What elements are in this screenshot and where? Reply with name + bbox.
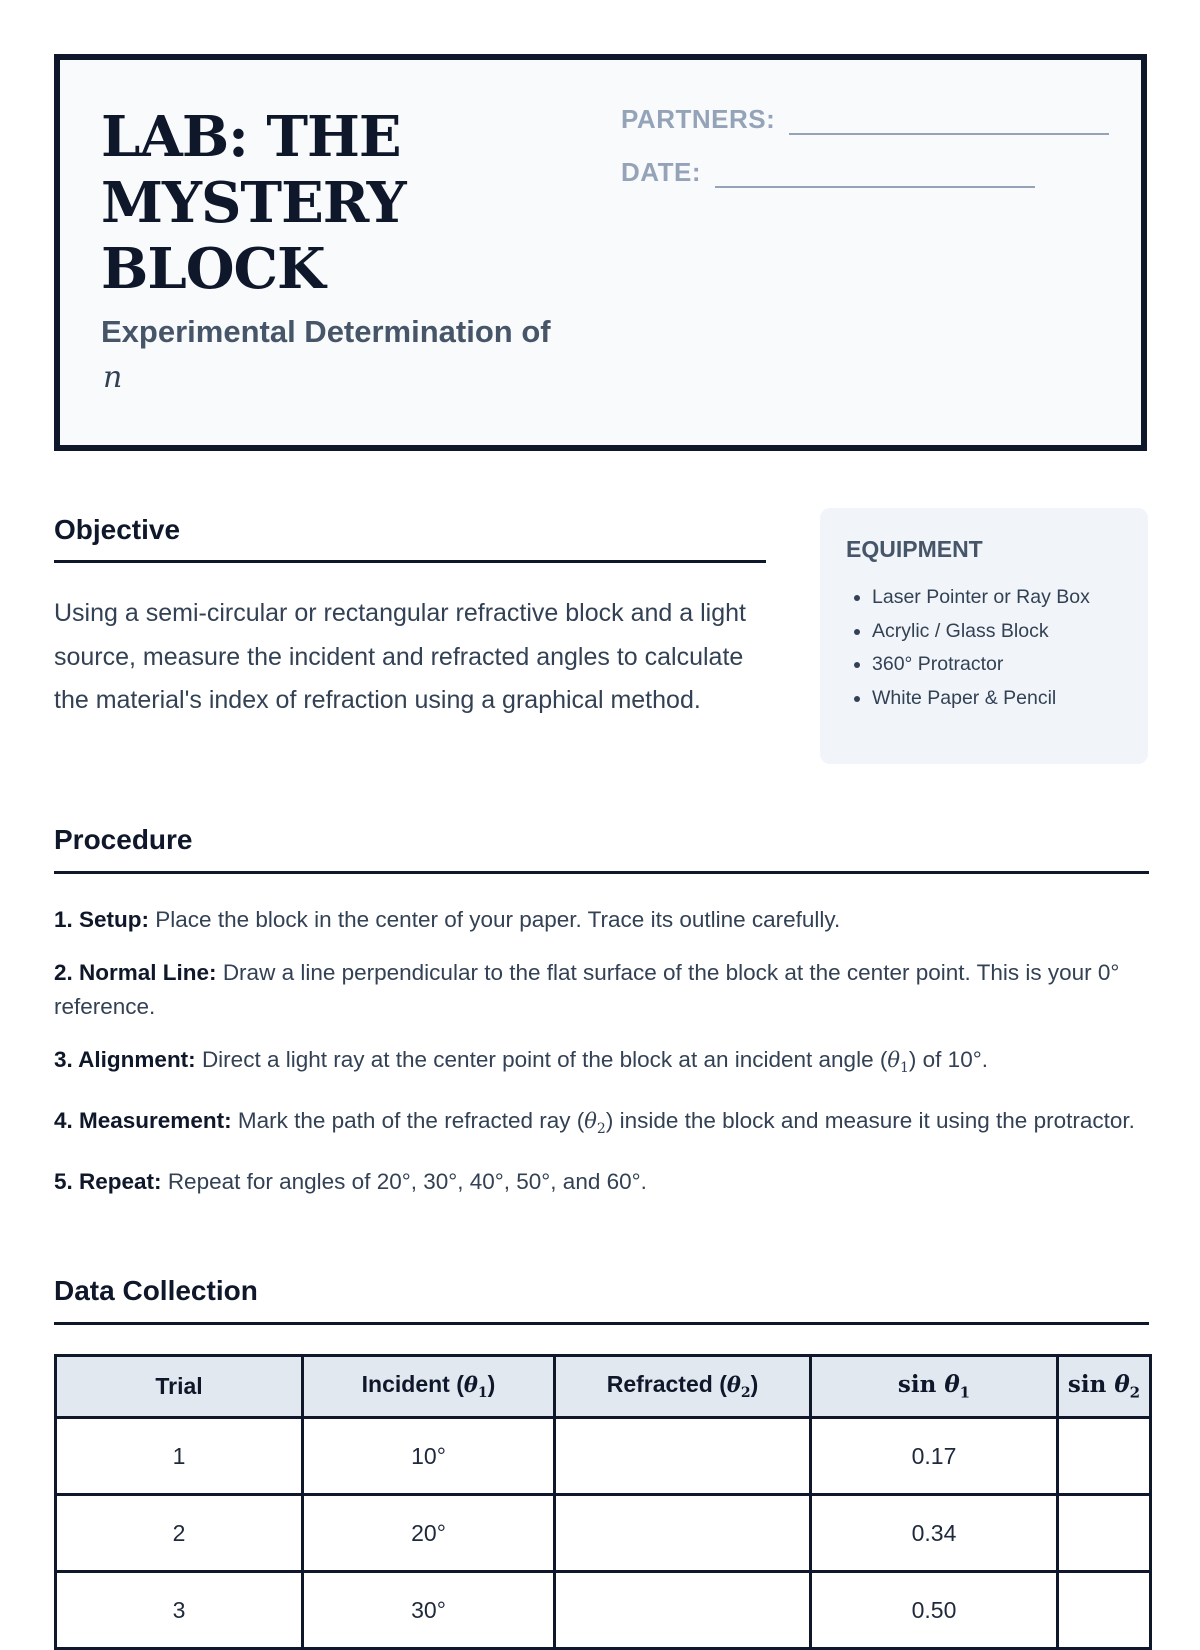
cell-sin-theta1: 0.17 — [811, 1418, 1058, 1495]
table-row — [56, 1495, 1151, 1572]
data-table — [54, 1354, 1152, 1650]
cell-refracted[interactable] — [555, 1572, 811, 1649]
step-label: 3. Alignment: — [54, 1047, 196, 1072]
equipment-item: • Laser Pointer or Ray Box — [872, 581, 1122, 615]
equipment-list — [846, 581, 1122, 715]
cell-incident: 10° — [303, 1418, 555, 1495]
procedure-divider — [54, 871, 1149, 874]
page-title: LAB: THE MYSTERY BLOCK — [101, 104, 406, 302]
step-text: Direct a light ray at the center point of the block at an incident angle ( — [201, 1047, 888, 1072]
step-text: ) inside the block and measure it using the protractor. — [605, 1108, 1135, 1134]
procedure-heading: Procedure — [54, 824, 193, 855]
page-subtitle: Experimental Determination of — [101, 314, 551, 349]
partners-field[interactable] — [621, 104, 1109, 135]
cell-sin-theta1: 0.50 — [811, 1572, 1058, 1649]
step-text: Place the block in the center of your paper. Trace its outline carefully. — [155, 907, 841, 932]
step-text: Repeat for angles of 20°, 30°, 40°, 50°, and 60°. — [167, 1169, 647, 1195]
equipment-item: • Acrylic / Glass Block — [872, 615, 1122, 649]
equipment-item: • White Paper & Pencil — [872, 682, 1122, 716]
subtitle-variable: n — [103, 360, 123, 395]
equipment-panel — [820, 508, 1148, 764]
column-header-sin-theta2: $\sin \theta_2$ — [1058, 1356, 1151, 1418]
cell-refracted[interactable] — [555, 1495, 811, 1572]
step-label: 4. Measurement: — [54, 1108, 232, 1134]
theta-symbol: $\theta_1$ — [887, 1048, 909, 1077]
column-header-trial: Trial — [56, 1356, 303, 1418]
cell-incident: 20° — [303, 1495, 555, 1572]
procedure-step — [54, 1043, 1154, 1085]
objective-text: Using a semi-circular or rectangular refractive block and a light source, measure the incident and refracted angles to calculate the material's index of refraction using a graphical method. — [54, 599, 746, 714]
step-text: ) of 10°. — [908, 1047, 988, 1072]
partners-label: PARTNERS: — [621, 104, 776, 134]
table-row — [56, 1418, 1151, 1495]
procedure-step — [54, 1165, 1154, 1199]
data-collection-heading: Data Collection — [54, 1275, 258, 1306]
cell-sin-theta1: 0.34 — [811, 1495, 1058, 1572]
procedure-step — [54, 1104, 1154, 1146]
step-label: 2. Normal Line: — [54, 960, 217, 985]
cell-trial: 1 — [56, 1418, 303, 1495]
data-collection-divider — [54, 1322, 1149, 1325]
cell-sin-theta2[interactable] — [1058, 1418, 1151, 1495]
date-label: DATE: — [621, 157, 702, 187]
column-header-sin-theta1: $\sin \theta_1$ — [811, 1356, 1058, 1418]
table-header-row — [56, 1356, 1151, 1418]
column-header-incident: Incident $(\theta_1)$ — [303, 1356, 555, 1418]
cell-sin-theta2[interactable] — [1058, 1495, 1151, 1572]
step-text: Mark the path of the refracted ray ( — [237, 1108, 585, 1134]
header-box — [54, 54, 1147, 451]
date-field[interactable] — [621, 157, 1035, 188]
step-label: 5. Repeat: — [54, 1169, 162, 1195]
cell-incident: 30° — [303, 1572, 555, 1649]
procedure-step — [54, 956, 1154, 1024]
cell-sin-theta2[interactable] — [1058, 1572, 1151, 1649]
partners-line[interactable] — [789, 109, 1109, 135]
procedure-list — [54, 903, 1154, 1218]
cell-refracted[interactable] — [555, 1418, 811, 1495]
theta-symbol: $\theta_2$ — [584, 1109, 606, 1138]
equipment-item: • 360° Protractor — [872, 648, 1122, 682]
cell-trial: 3 — [56, 1572, 303, 1649]
date-line[interactable] — [715, 162, 1035, 188]
column-header-refracted: Refracted $(\theta_2)$ — [555, 1356, 811, 1418]
step-text: Draw a line perpendicular to the flat surface of the block at the center point. This is your 0° reference. — [54, 960, 1120, 1019]
objective-heading: Objective — [54, 514, 181, 545]
table-row — [56, 1572, 1151, 1649]
cell-trial: 2 — [56, 1495, 303, 1572]
equipment-heading: EQUIPMENT — [846, 536, 983, 562]
step-label: 1. Setup: — [54, 907, 150, 932]
objective-divider — [54, 560, 766, 563]
procedure-step — [54, 903, 1154, 937]
